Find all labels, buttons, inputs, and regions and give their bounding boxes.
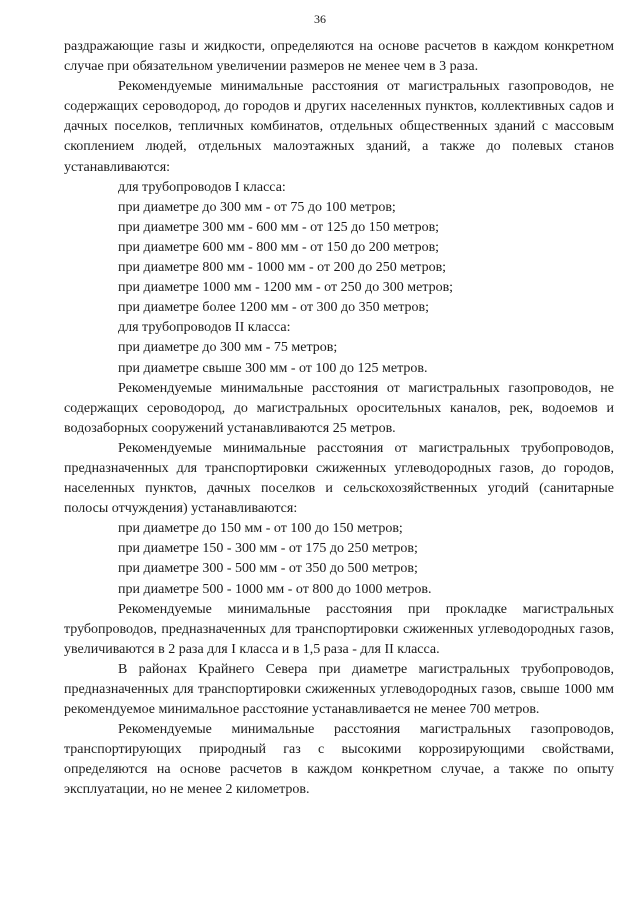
paragraph-far-north: В районах Крайнего Севера при диаметре магистральных трубопроводов, предназначенных для транспортировки сжиженных углеводородных газов, свыше 1000 мм рекомендуемое минимальное расстояние устанавливается не менее 700 метров. [64, 661, 614, 718]
list-item: при диаметре 300 - 500 мм - от 350 до 500 метров; [118, 561, 418, 577]
paragraph-gas-pipelines-water: Рекомендуемые минимальные расстояния от магистральных газопроводов, не содержащих сероводород, до магистральных оросительных каналов, рек, водоемов и водозаборных сооружений устанавливаются 25 метров. [64, 380, 614, 436]
paragraph-corrosive-gas: Рекомендуемые минимальные расстояния магистральных газопроводов, транспортирующих природный газ с высокими коррозирующими свойствами, определяются на основе расчетов в каждом конкретном случае, а также по опыту эксплуатации, но не менее 2 километров. [64, 722, 614, 798]
paragraph-lpg-increase: Рекомендуемые минимальные расстояния при прокладке магистральных трубопроводов, предназначенных для транспортировки сжиженных углеводородных газов, увеличиваются в 2 раза для I класса и в 1,5 раза - для II класса. [64, 601, 614, 657]
list-item: при диаметре 150 - 300 мм - от 175 до 250 метров; [118, 541, 418, 557]
list-item: при диаметре более 1200 мм - от 300 до 350 метров; [118, 300, 430, 316]
list-item: при диаметре 600 мм - 800 мм - от 150 до 200 метров; [118, 239, 440, 255]
list-item: при диаметре свыше 300 мм - от 100 до 125 метров. [118, 360, 428, 376]
list-item: при диаметре 800 мм - 1000 мм - от 200 до 250 метров; [118, 260, 447, 276]
list-item: при диаметре 300 мм - 600 мм - от 125 до 150 метров; [118, 219, 440, 235]
list-item: при диаметре до 300 мм - 75 метров; [118, 340, 338, 356]
continuation-paragraph: раздражающие газы и жидкости, определяются на основе расчетов в каждом конкретном случае при обязательном увеличении размеров не менее чем в 3 раза. [64, 39, 614, 75]
list-item: при диаметре 1000 мм - 1200 мм - от 250 до 300 метров; [118, 280, 454, 296]
list-item: для трубопроводов I класса: [118, 179, 286, 195]
document-body [64, 37, 614, 801]
list-item: для трубопроводов II класса: [118, 320, 291, 336]
list-item: при диаметре 500 - 1000 мм - от 800 до 1000 метров. [118, 581, 432, 597]
list-item: при диаметре до 150 мм - от 100 до 150 метров; [118, 521, 403, 537]
list-item: при диаметре до 300 мм - от 75 до 100 метров; [118, 199, 396, 215]
page-number: 36 [314, 12, 326, 26]
paragraph-gas-pipelines-settlements: Рекомендуемые минимальные расстояния от магистральных газопроводов, не содержащих сероводород, до городов и других населенных пунктов, коллективных садов и дачных поселков, тепличных комбинатов, отдельных общественных зданий с массовым скоплением людей, отдельных малоэтажных зданий, а также до полевых станов устанавливаются: [64, 79, 614, 175]
paragraph-lpg-pipelines: Рекомендуемые минимальные расстояния от магистральных трубопроводов, предназначенных для транспортировки сжиженных углеводородных газов, до городов, населенных пунктов, дачных поселков и сельскохозяйственных угодий (санитарные полосы отчуждения) устанавливаются: [64, 440, 614, 517]
